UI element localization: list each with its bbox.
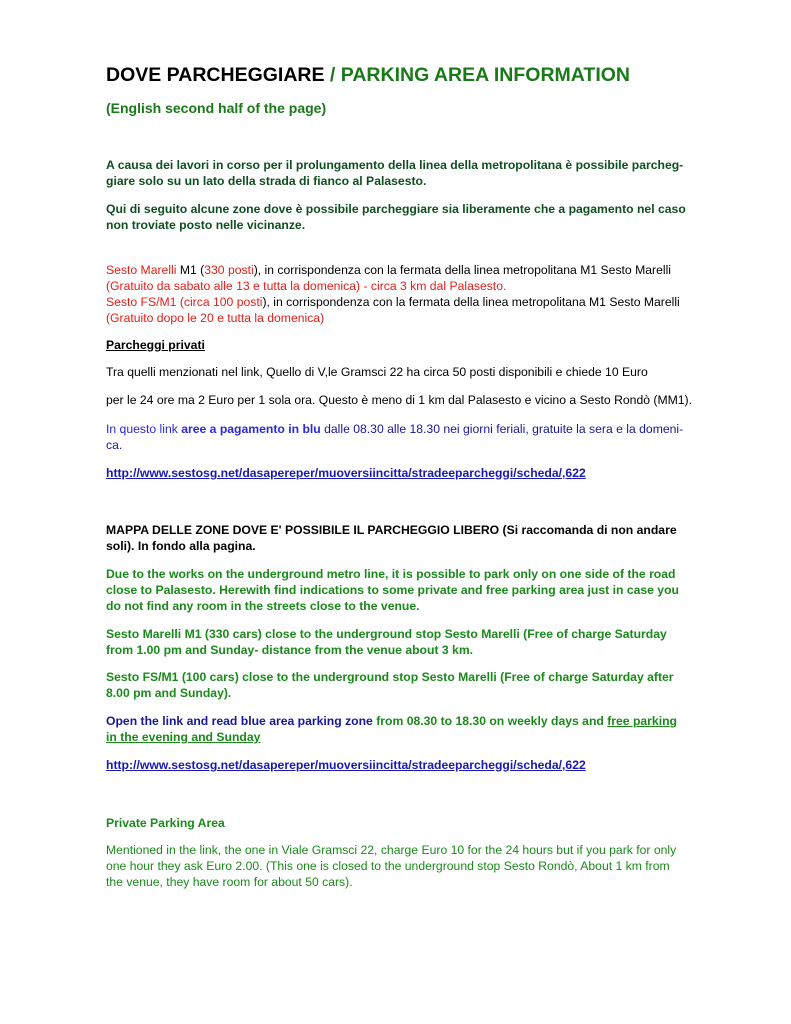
en-p4-free-parking: free parking	[607, 714, 677, 728]
private-it-p3-line-2: ca.	[106, 438, 123, 452]
en-p1-line-1: Due to the works on the underground metro line, it is possible to park only on one side of the road	[106, 567, 676, 581]
en-p4-line-2: in the evening and Sunday	[106, 730, 261, 744]
link-block-2	[106, 757, 726, 773]
english-paragraph-1	[106, 566, 726, 614]
page-subtitle: (English second half of the page)	[106, 100, 327, 116]
en-p2-line-1: Sesto Marelli M1 (330 cars) close to the underground stop Sesto Marelli (Free of charge Saturday	[106, 627, 667, 641]
english-paragraph-3	[106, 669, 726, 701]
private-it-p3-line-1	[106, 421, 726, 437]
en-p3-line-2: 8.00 pm and Sunday).	[106, 686, 232, 700]
private-it-p3-a: In questo link	[106, 422, 182, 436]
zone-marelli-rest: ), in corrispondenza con la fermata della linea metropolitana M1 Sesto Marelli	[253, 263, 671, 277]
private-heading-it-text: Parcheggi privati	[106, 338, 205, 352]
en-p2-line-2: from 1.00 pm and Sunday- distance from the venue about 3 km.	[106, 643, 474, 657]
parking-info-link[interactable]: http://www.sestosg.net/dasapereper/muoversiincitta/stradeeparcheggi/scheda/,622	[106, 466, 586, 480]
en-p4-blue-area: Open the link and read blue area parking zone	[106, 714, 373, 728]
private-it-p1-text: Tra quelli menzionati nel link, Quello di V,le Gramsci 22 ha circa 50 posti disponibili e chiede 10 Euro	[106, 365, 648, 379]
zone-fs-name: Sesto FS/M1 (circa 100 posti	[106, 295, 263, 309]
zone-marelli-name: Sesto Marelli	[106, 263, 177, 277]
intro-paragraph-1	[106, 157, 726, 189]
private-it-paragraph-2	[106, 392, 726, 408]
mappa-line-2: soli). In fondo alla pagina.	[106, 539, 256, 553]
en-p3-line-1: Sesto FS/M1 (100 cars) close to the underground stop Sesto Marelli (Free of charge Saturday after	[106, 670, 674, 684]
zone-marelli-posti: 330 posti	[204, 263, 254, 277]
blue-areas-label: aree a pagamento in blu	[181, 422, 321, 436]
intro-paragraph-2	[106, 201, 726, 233]
intro-p2-line-1: Qui di seguito alcune zone dove è possibile parcheggiare sia liberamente che a pagamento nel caso	[106, 202, 686, 216]
private-en-line-3: the venue, they have room for about 50 cars).	[106, 875, 353, 889]
page-title	[106, 64, 630, 87]
title-italian: DOVE PARCHEGGIARE	[106, 64, 325, 86]
parking-info-link-2[interactable]: http://www.sestosg.net/dasapereper/muoversiincitta/stradeeparcheggi/scheda/,622	[106, 758, 586, 772]
mappa-paragraph	[106, 522, 726, 554]
private-parking-heading-it	[106, 337, 726, 353]
intro-p1-line-1: A causa dei lavori in corso per il prolungamento della linea della metropolitana è possibile parcheg-	[106, 158, 684, 172]
title-english: PARKING AREA INFORMATION	[340, 64, 630, 86]
intro-p2-line-2: non troviate posto nelle vicinanze.	[106, 218, 306, 232]
zone-fs-note: (Gratuito dopo le 20 e tutta la domenica)	[106, 311, 325, 325]
mappa-line-1: MAPPA DELLE ZONE DOVE E' POSSIBILE IL PARCHEGGIO LIBERO (Si raccomanda di non andare	[106, 523, 677, 537]
title-separator: /	[324, 64, 341, 86]
en-p1-line-2: close to Palasesto. Herewith find indications to some private and free parking area just in case you	[106, 583, 679, 597]
intro-p1-line-2: giare solo su un lato della strada di fianco al Palasesto.	[106, 174, 427, 188]
en-p4-line-1	[106, 713, 726, 729]
private-it-p3-c: dalle 08.30 alle 18.30 nei giorni feriali, gratuite la sera e la domeni-	[320, 422, 684, 436]
private-it-p2-text: per le 24 ore ma 2 Euro per 1 sola ora. Questo è meno di 1 km dal Palasesto e vicino a Sesto Rondò (MM1).	[106, 393, 692, 407]
private-it-paragraph-1	[106, 364, 726, 380]
private-en-line-2: one hour they ask Euro 2.00. (This one is closed to the underground stop Sesto Rondò, About 1 km from	[106, 859, 670, 873]
zone-marelli-note: (Gratuito da sabato alle 13 e tutta la domenica) - circa 3 km dal Palasesto.	[106, 279, 507, 293]
private-heading-en-text: Private Parking Area	[106, 816, 225, 830]
english-paragraph-2	[106, 626, 726, 658]
private-parking-en-paragraph	[106, 842, 726, 890]
en-p1-line-3: do not find any room in the streets close to the venue.	[106, 599, 420, 613]
zone-marelli-line	[106, 262, 726, 278]
private-en-line-1: Mentioned in the link, the one in Viale Gramsci 22, charge Euro 10 for the 24 hours but if you park for only	[106, 843, 677, 857]
zone-fs-rest: ), in corrispondenza con la fermata della linea metropolitana M1 Sesto Marelli	[262, 295, 680, 309]
zone-fs-line	[106, 294, 726, 310]
private-it-paragraph-3	[106, 421, 726, 453]
english-paragraph-4	[106, 713, 726, 745]
parking-zones-it	[106, 262, 726, 326]
private-parking-heading-en	[106, 815, 726, 831]
en-p4-times: from 08.30 to 18.30 on weekly days and	[372, 714, 608, 728]
link-block-1	[106, 465, 726, 481]
zone-marelli-m1: M1 (	[176, 263, 205, 277]
